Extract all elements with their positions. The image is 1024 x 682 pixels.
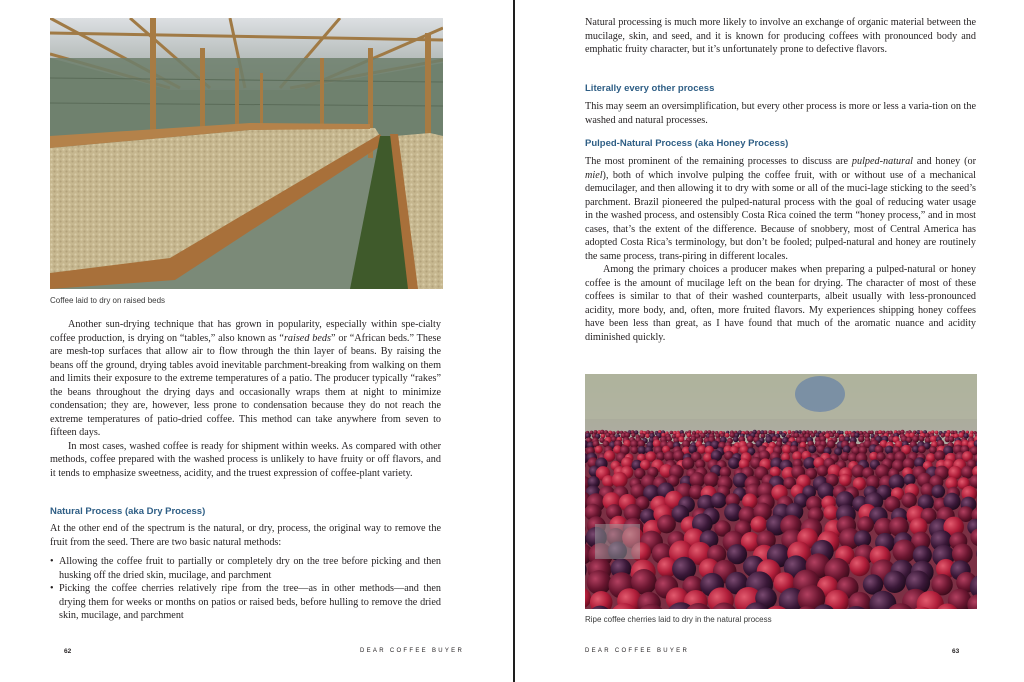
coffee-cherry (595, 446, 603, 454)
coffee-cherry (631, 446, 639, 454)
coffee-cherry (893, 540, 916, 563)
coffee-cherry (725, 433, 730, 438)
page-number: 62 (64, 648, 72, 655)
coffee-cherry (788, 430, 792, 434)
coffee-cherry (850, 556, 870, 576)
section-heading: Natural Process (aka Dry Process) (50, 506, 206, 517)
coffee-cherry (932, 485, 946, 499)
coffee-cherry (830, 433, 835, 438)
page-number: 63 (952, 648, 960, 655)
section-heading: Pulped-Natural Process (aka Honey Process) (585, 138, 789, 149)
coffee-cherries-photo (585, 374, 977, 609)
paragraph: Another sun-drying technique that has grown in popularity, especially within spe-cialty coffee production, is drying on “tables,” also known as “raised beds” or “African beds.” These are mesh-top surfaces that allow air to flow through the thin layer of beans. By raising the beans off the ground, drying tables avoid inevitable parchment-breaking from walking on them and limits their exposure to the extreme temperatures of a patio. The producer typically “rakes” the beans throughout the drying days and occasionally wraps them at night to minimize condensation; they are, however, less prone to condensation because they do not reach the extreme temperatures of patio-dried coffee. This method can take anywhere from seven to fifteen days. (50, 319, 441, 438)
coffee-cherry (857, 516, 874, 533)
right-page (515, 0, 1024, 682)
coffee-cherry (941, 433, 946, 438)
paragraph: This may seem an oversimplification, but every other process is more or less a varia-tion on the washed and natural processes. (585, 101, 976, 126)
coffee-cherry (587, 570, 612, 595)
coffee-cherry (919, 436, 925, 442)
coffee-cherry (640, 433, 645, 438)
coffee-cherry (858, 436, 864, 442)
section-heading: Literally every other process (585, 83, 715, 94)
coffee-cherry (708, 430, 712, 434)
body-text (585, 100, 976, 127)
coffee-cherry (918, 446, 926, 454)
body-text (585, 16, 976, 57)
paragraph: Among the primary choices a producer makes when preparing a pulped-natural or honey coffee is the amount of mucilage left on the bean for drying. The character of most of these coffees is similar to that of their washed counterparts, albeit usually with less-pronounced acidity, more body, and, often, more fruited flavors. My experiences shipping honey coffees have been less than great, as I have found that much of the aromatic nuance and acidity diminished quickly. (585, 264, 976, 343)
coffee-cherry (781, 433, 786, 438)
paragraph: At the other end of the spectrum is the natural, or dry, process, the original way to remove the fruit from the seed. There are two basic natural methods: (50, 523, 441, 548)
raised-beds-photo (50, 18, 443, 289)
coffee-cherry (747, 436, 754, 443)
coffee-cherry (845, 431, 849, 435)
coffee-cherry (728, 457, 740, 469)
coffee-cherry (631, 433, 635, 437)
coffee-cherry (764, 430, 768, 434)
photo-caption: Ripe coffee cherries laid to dry in the natural process (585, 615, 772, 624)
paragraph: Natural processing is much more likely to involve an exchange of organic material between the mucilage, skin, and seed, and it is known for producing coffees with pronounced body and emphatic fruity character, but it’s unfortunately prone to defective flavors. (585, 17, 976, 55)
body-text (585, 155, 976, 344)
coffee-cherry (657, 515, 676, 534)
coffee-cherry (798, 430, 801, 433)
bullet-list (50, 555, 441, 623)
list-item: • Allowing the coffee fruit to partially or completely dry on the tree before picking and then husking off the dried skin, mucilage, and parchment (50, 555, 441, 582)
coffee-cherry (870, 431, 874, 435)
coffee-cherry (682, 457, 695, 470)
coffee-cherry (840, 431, 844, 435)
coffee-cherry (884, 571, 906, 593)
coffee-cherry (704, 472, 719, 487)
coffee-cherry (733, 436, 739, 442)
coffee-cherry (959, 432, 965, 438)
coffee-cherry (711, 493, 727, 509)
coffee-cherry (902, 493, 917, 508)
running-head: DEAR COFFEE BUYER (585, 648, 690, 654)
coffee-cherry (817, 465, 828, 476)
coffee-cherry (645, 434, 650, 439)
coffee-cherry (878, 430, 882, 434)
coffee-cherry (670, 431, 674, 435)
running-head: DEAR COFFEE BUYER (360, 648, 465, 654)
list-item: • Picking the coffee cherries relatively ripe from the tree—as in other methods—and then drying them for weeks or months on patios or raised beds, before hulling to remove the dried skin, mucilage, and parchment (50, 582, 441, 623)
coffee-cherry (612, 472, 628, 488)
body-text (50, 522, 441, 623)
coffee-cherry (751, 516, 767, 532)
coffee-cherry (616, 431, 620, 435)
paragraph: In most cases, washed coffee is ready for shipment within weeks. As compared with other methods, coffee prepared with the washed process is unlikely to have fruity or off flavors, and it tends to emphasize sweetness, acidity, and the truest expression of coffee-plant variety. (50, 440, 441, 479)
coffee-cherry (948, 436, 954, 442)
body-text (50, 318, 441, 480)
coffee-cherry (686, 433, 691, 438)
coffee-cherry (691, 436, 697, 442)
coffee-cherry (935, 431, 939, 435)
paragraph: The most prominent of the remaining processes to discuss are pulped-natural and honey (or miel), both of which involve pulping the coffee fruit, with or without use of a mechanical demucilager, and then allowing it to dry with some or all of the muci-lage sticking to the seed’s parchment. Brazil pioneered the pulped-natural process with the goal of reducing water usage in the washed process, and ostensibly Costa Rica coined the term “honey process,” and in most cases, that’s the extent of the difference. Because of snobbery, most of Central America has adopted Costa Rica’s terminology, but don’t be fooled; pulped-natural and honey are routinely the same process, trans-piring in different locales. (585, 156, 976, 262)
photo-caption: Coffee laid to dry on raised beds (50, 296, 166, 305)
coffee-cherry (934, 450, 945, 461)
coffee-cherry (673, 450, 684, 461)
coffee-cherry (811, 433, 816, 438)
coffee-cherry (839, 474, 851, 486)
